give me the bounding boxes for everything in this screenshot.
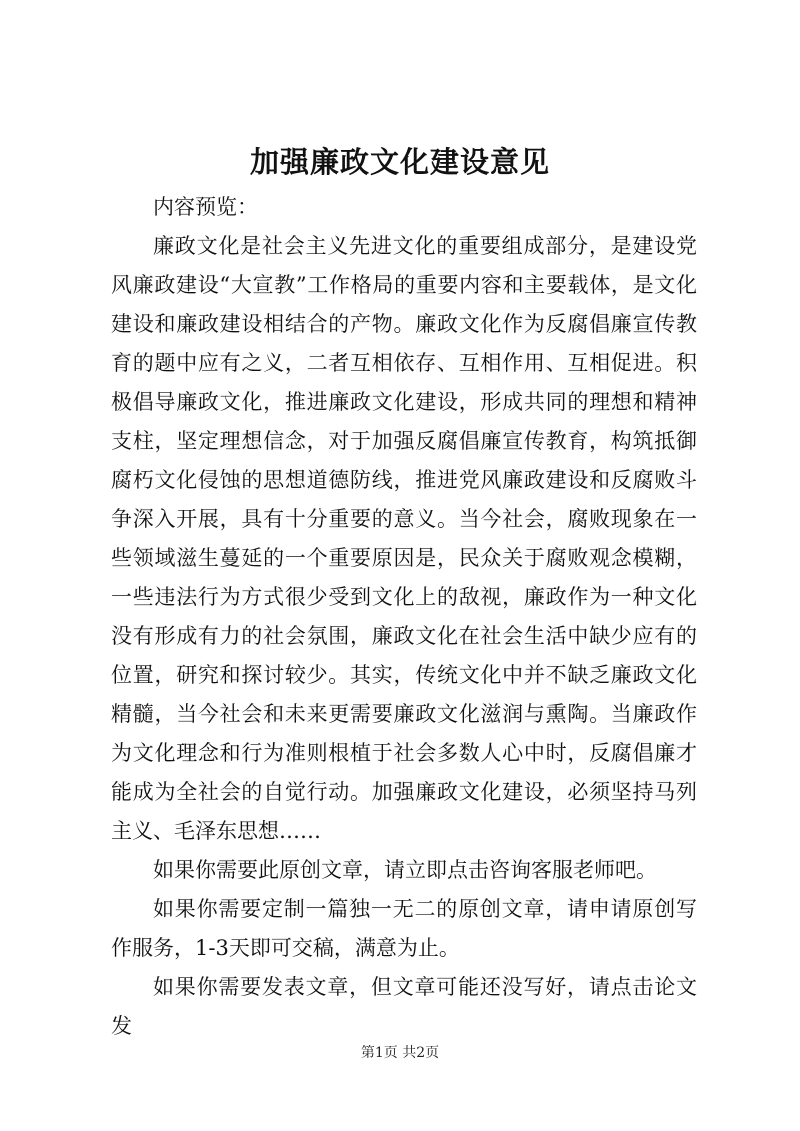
- paragraph-custom: 如果你需要定制一篇独一无二的原创文章，请申请原创写作服务，1-3天即可交稿，满意为止。: [111, 897, 697, 960]
- preview-label: 内容预览：: [153, 195, 258, 219]
- paragraph-main: 廉政文化是社会主义先进文化的重要组成部分，是建设党风廉政建设“大宣教”工作格局的重要内容和主要载体，是文化建设和廉政建设相结合的产物。廉政文化作为反腐倡廉宣传教育的题中应有之义，二者互相依存、互相作用、互相促进。积极倡导廉政文化，推进廉政文化建设，形成共同的理想和精神支柱，坚定理想信念，对于加强反腐倡廉宣传教育，构筑抵御腐朽文化侵蚀的思想道德防线，推进党风廉政建设和反腐败斗争深入开展，具有十分重要的意义。当今社会，腐败现象在一些领域滋生蔓延的一个重要原因是，民众关于腐败观念模糊，一些违法行为方式很少受到文化上的敌视，廉政作为一种文化没有形成有力的社会氛围，廉政文化在社会生活中缺少应有的位置，研究和探讨较少。其实，传统文化中并不缺乏廉政文化精髓，当今社会和未来更需要廉政文化滋润与熏陶。当廉政作为文化理念和行为准则根植于社会多数人心中时，反腐倡廉才能成为全社会的自觉行动。加强廉政文化建设，必须坚持马列主义、毛泽东思想……: [111, 234, 697, 843]
- page-footer: 第1页 共2页: [360, 1045, 440, 1061]
- paragraph-consult: 如果你需要此原创文章，请立即点击咨询客服老师吧。: [153, 858, 657, 882]
- paragraph-publish: 如果你需要发表文章，但文章可能还没写好，请点击论文发: [111, 975, 697, 1038]
- document-title: 加强廉政文化建设意见: [249, 145, 550, 179]
- document-body: [111, 188, 697, 1046]
